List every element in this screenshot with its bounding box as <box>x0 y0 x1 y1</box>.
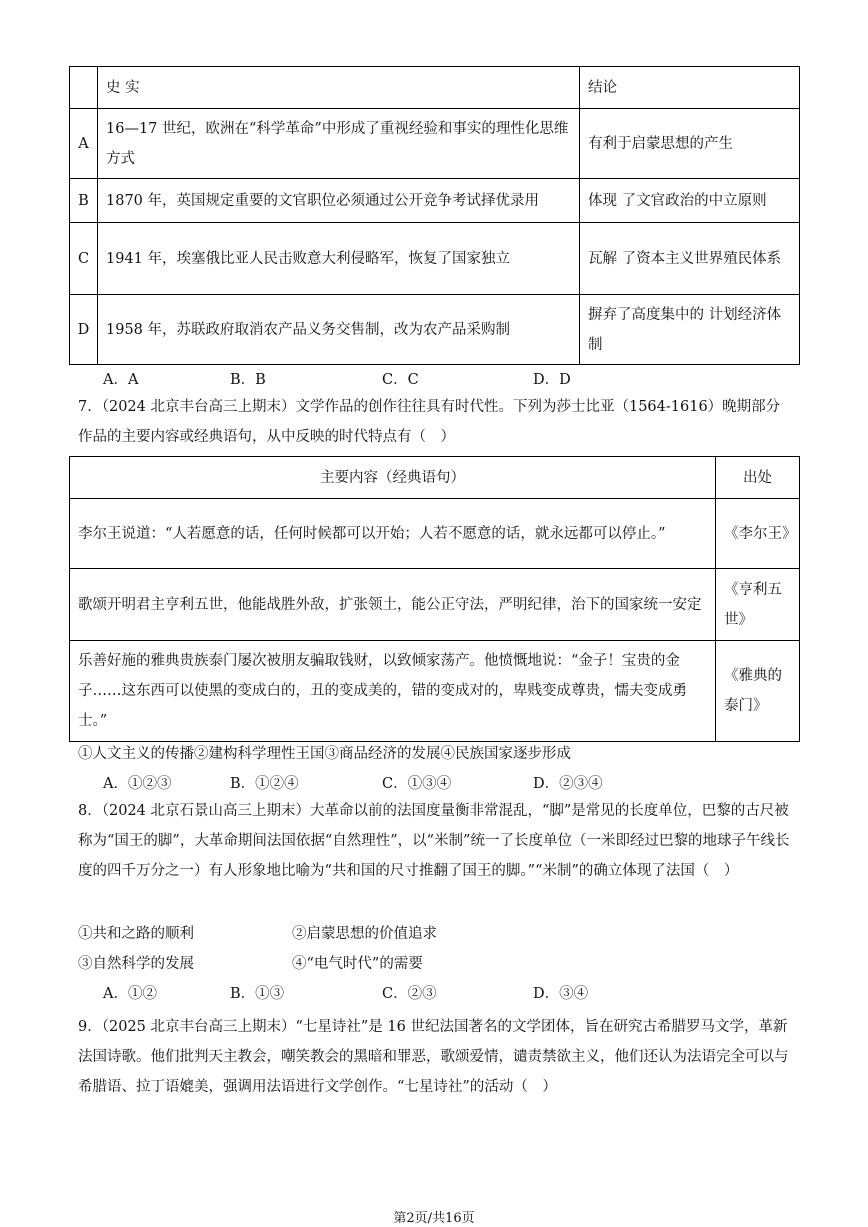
question-8-stem: 8．（2024 北京石景山高三上期末）大革命以前的法国度量衡非常混乱，“脚”是常见的长度单位，巴黎的古尺被称为“国王的脚”，大革命期间法国依据“自然理性”，以“米制”统一了长度单位（一米即经过巴黎的地球子午线长度的四千万分之一）有人形象地比喻为“共和国的尺寸推翻了国王的脚。”“米制”的确立体现了法国（ ） <box>78 803 790 879</box>
table-header-row <box>70 67 800 109</box>
row-fact: 1958 年，苏联政府取消农产品义务交售制，改为农产品采购制 <box>98 295 580 365</box>
row-fact: 1941 年，埃塞俄比亚人民击败意大利侵略军，恢复了国家独立 <box>98 223 580 295</box>
row-content: 乐善好施的雅典贵族泰门屡次被朋友骗取钱财，以致倾家荡产。他愤慨地说：“金子！宝贵的金子……这东西可以使黑的变成白的，丑的变成美的，错的变成对的，卑贱变成尊贵，懦夫变成勇士。” <box>70 641 716 742</box>
table-row <box>70 569 800 641</box>
table-row <box>70 109 800 179</box>
q6-table <box>69 66 800 365</box>
row-content: 李尔王说道：“人若愿意的话，任何时候都可以开始；人若不愿意的话，就永远都可以停止。” <box>70 499 716 569</box>
row-conclusion: 摒弃了高度集中的 计划经济体制 <box>580 295 800 365</box>
option-d[interactable]: D．②③④ <box>533 776 603 792</box>
row-conclusion: 有利于启蒙思想的产生 <box>580 109 800 179</box>
q7-statements: ①人文主义的传播②建构科学理性王国③商品经济的发展④民族国家逐步形成 <box>78 746 571 762</box>
option-a[interactable]: A．A <box>103 372 139 388</box>
row-conclusion: 体现 了文官政治的中立原则 <box>580 179 800 223</box>
option-c[interactable]: C．①③④ <box>382 776 452 792</box>
row-label: A <box>70 109 98 179</box>
page-number: 第2页/共16页 <box>393 1211 475 1226</box>
row-source: 《雅典的泰门》 <box>716 641 800 742</box>
option-b[interactable]: B．B <box>230 372 266 388</box>
q8-item-4: ④“电气时代”的需要 <box>292 956 423 972</box>
row-fact: 1870 年，英国规定重要的文官职位必须通过公开竞争考试择优录用 <box>98 179 580 223</box>
question-9-stem: 9．（2025 北京丰台高三上期末）“七星诗社”是 16 世纪法国著名的文学团体，旨在研究古希腊罗马文学，革新法国诗歌。他们批判天主教会，嘲笑教会的黑暗和罪恶，歌颂爱情，谴责禁欲主义，他们还认为法语完全可以与希腊语、拉丁语媲美，强调用法语进行文学创作。“七星诗社”的活动（ ） <box>78 1019 789 1095</box>
question-7-stem: 7．（2024 北京丰台高三上期末）文学作品的创作往往具有时代性。下列为莎士比亚（1564-1616）晚期部分作品的主要内容或经典语句，从中反映的时代特点有（ ） <box>78 399 781 445</box>
header-cell <box>70 67 98 109</box>
option-c[interactable]: C．②③ <box>382 986 437 1002</box>
header-cell-content: 主要内容（经典语句） <box>70 457 716 499</box>
option-b[interactable]: B．①②④ <box>230 776 299 792</box>
table-row <box>70 295 800 365</box>
option-a[interactable]: A．①②③ <box>103 776 172 792</box>
table-row <box>70 179 800 223</box>
row-label: C <box>70 223 98 295</box>
table-row <box>70 499 800 569</box>
option-a[interactable]: A．①② <box>103 986 157 1002</box>
header-cell-fact: 史 实 <box>98 67 580 109</box>
row-source: 《李尔王》 <box>716 499 800 569</box>
row-content: 歌颂开明君主亨利五世，他能战胜外敌，扩张领土，能公正守法，严明纪律，治下的国家统一安定 <box>70 569 716 641</box>
table-header-row <box>70 457 800 499</box>
row-conclusion: 瓦解 了资本主义世界殖民体系 <box>580 223 800 295</box>
option-c[interactable]: C．C <box>382 372 419 388</box>
table-row <box>70 641 800 742</box>
row-label: B <box>70 179 98 223</box>
q8-item-1: ①共和之路的顺利 <box>78 926 194 942</box>
option-b[interactable]: B．①③ <box>230 986 285 1002</box>
row-source: 《亨利五世》 <box>716 569 800 641</box>
option-d[interactable]: D．③④ <box>533 986 589 1002</box>
row-label: D <box>70 295 98 365</box>
header-cell-conclusion: 结论 <box>580 67 800 109</box>
row-fact: 16—17 世纪，欧洲在“科学革命”中形成了重视经验和事实的理性化思维方式 <box>98 109 580 179</box>
option-d[interactable]: D．D <box>533 372 571 388</box>
q7-table <box>69 456 800 742</box>
q8-item-3: ③自然科学的发展 <box>78 956 194 972</box>
table-row <box>70 223 800 295</box>
header-cell-source: 出处 <box>716 457 800 499</box>
q8-item-2: ②启蒙思想的价值追求 <box>292 926 437 942</box>
